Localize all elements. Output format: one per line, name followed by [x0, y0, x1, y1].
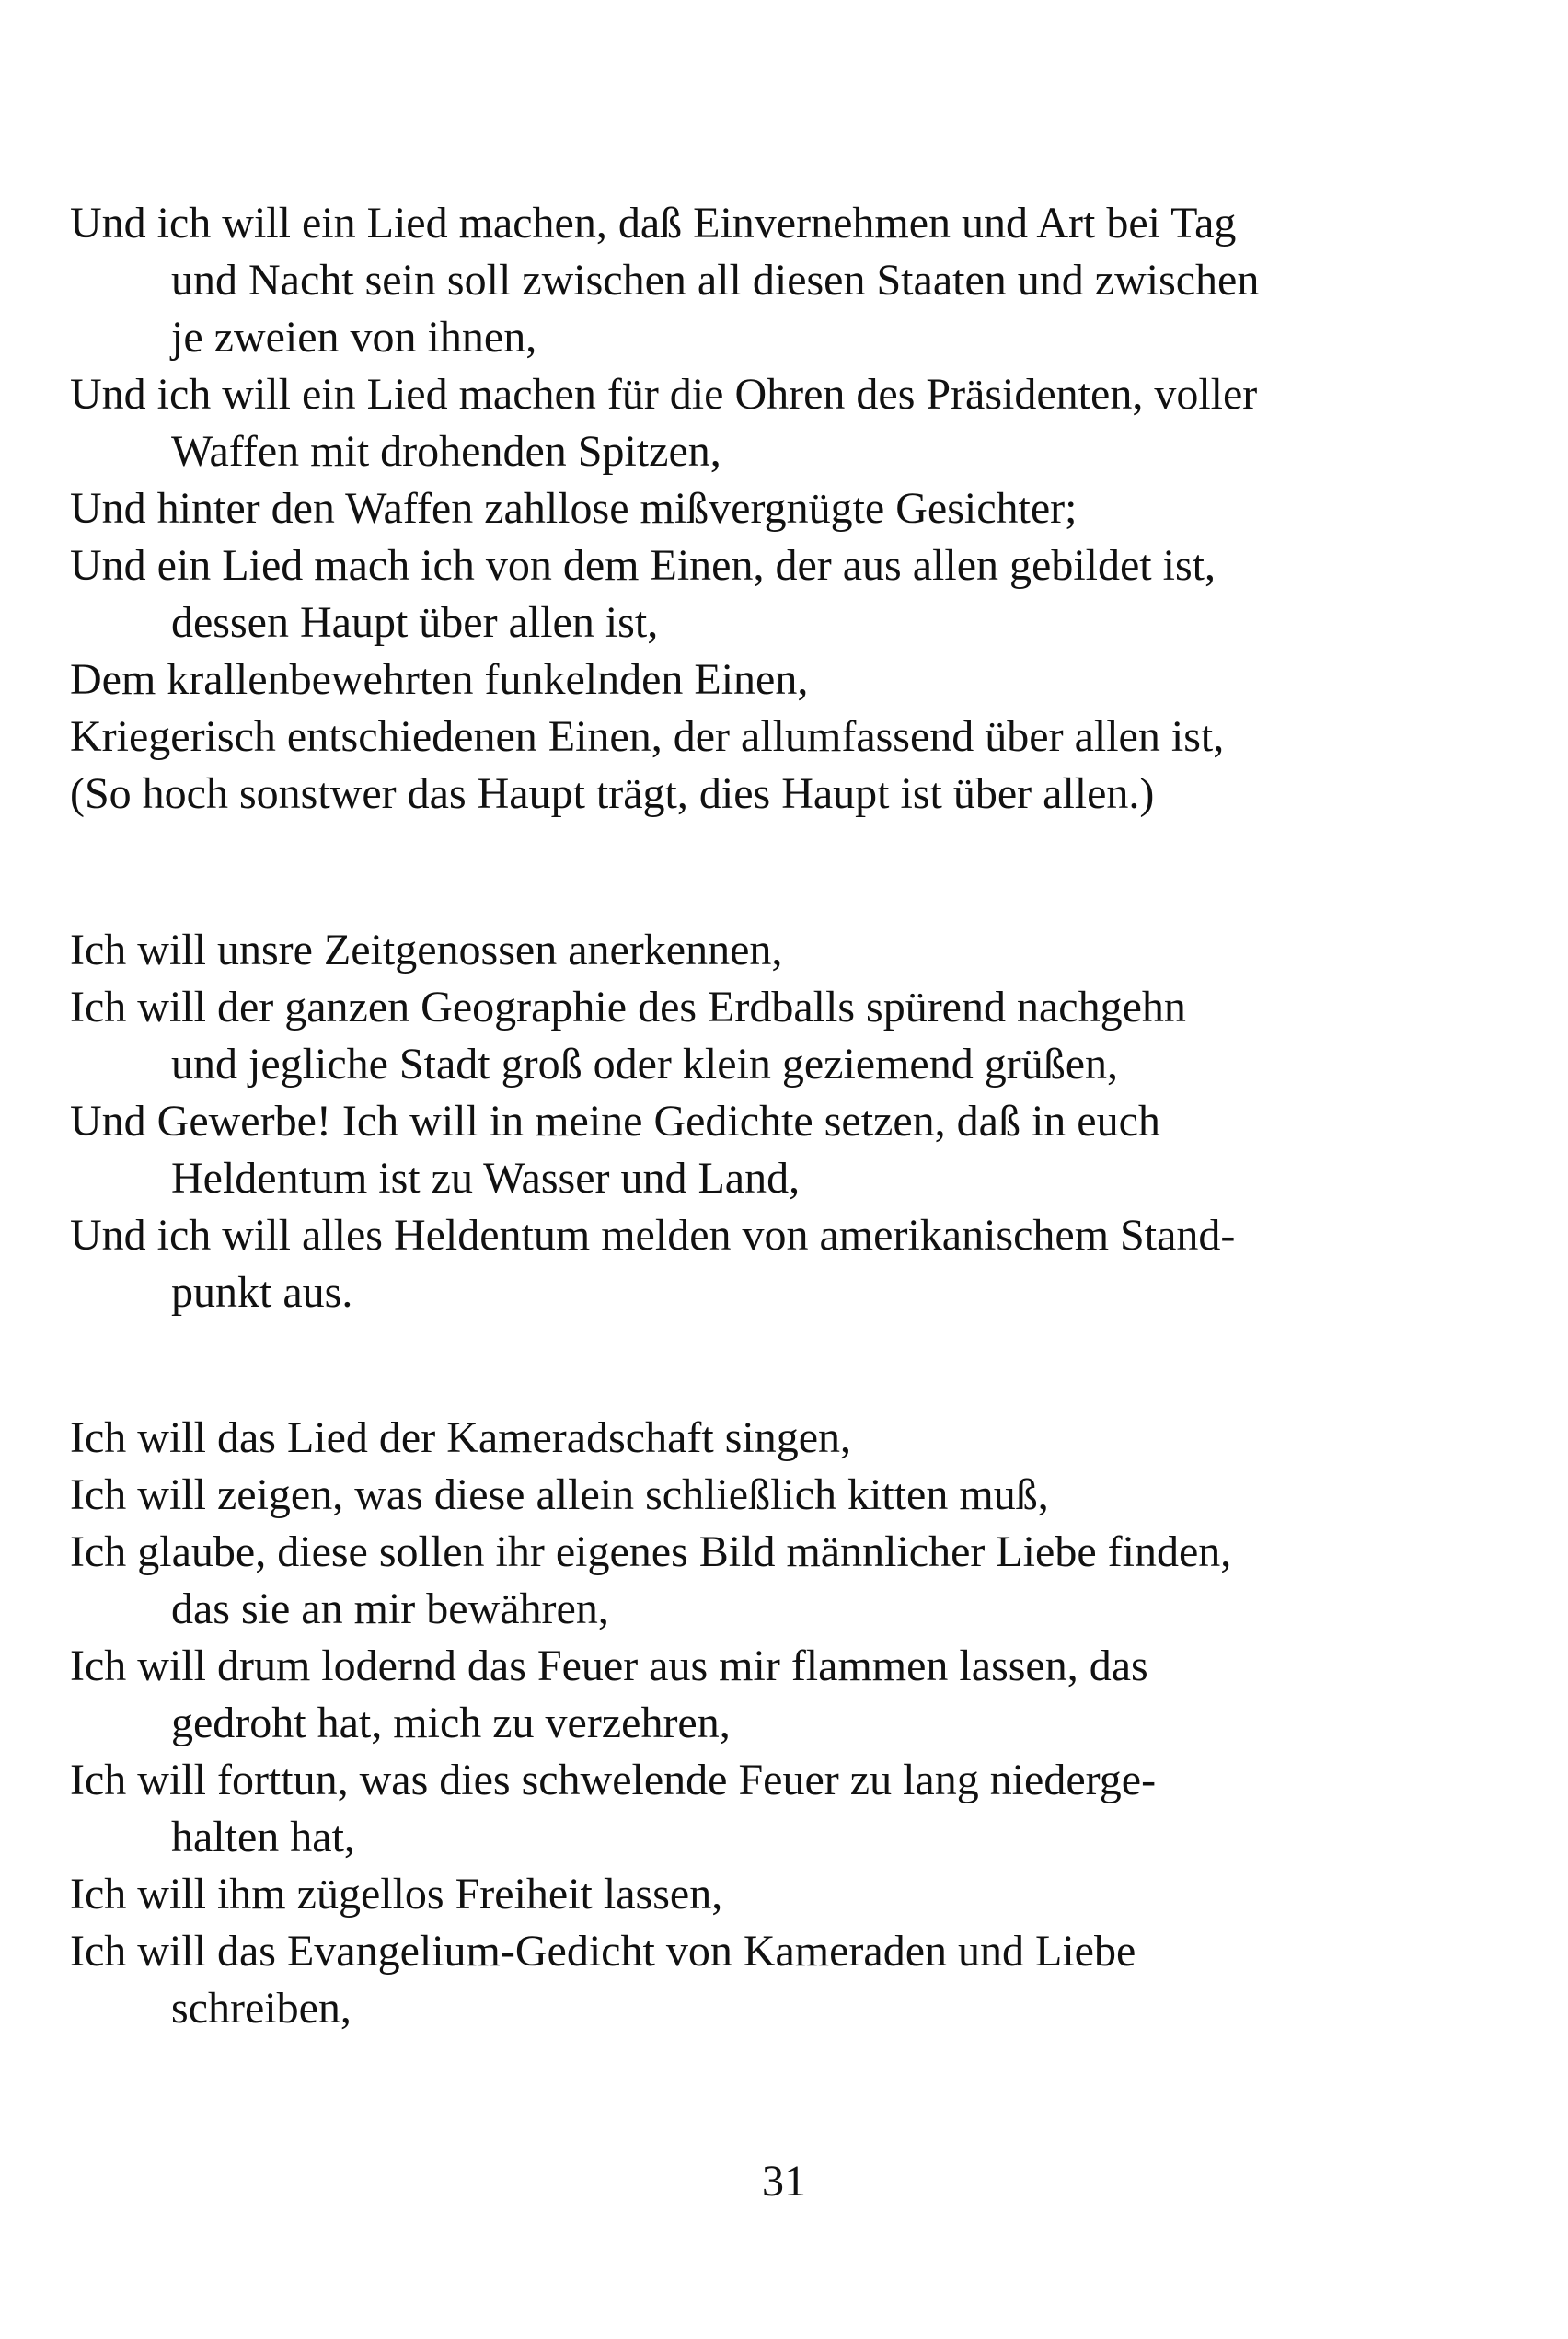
verse-line: je zweien von ihnen, [171, 313, 537, 362]
verse-line: Dem krallenbewehrten funkelnden Einen, [70, 655, 809, 704]
verse-line: Ich glaube, diese sollen ihr eigenes Bild männlicher Liebe finden, [70, 1527, 1232, 1576]
verse-line: Waffen mit drohenden Spitzen, [171, 427, 721, 476]
verse-line: (So hoch sonstwer das Haupt trägt, dies Haupt ist über allen.) [70, 769, 1155, 818]
verse-line: und jegliche Stadt groß oder klein geziemend grüßen, [171, 1040, 1119, 1089]
verse-line: Ich will ihm zügellos Freiheit lassen, [70, 1870, 723, 1918]
verse-line: gedroht hat, mich zu verzehren, [171, 1699, 731, 1747]
verse-line: Ich will zeigen, was diese allein schließlich kitten muß, [70, 1470, 1049, 1519]
stanza-2 [70, 922, 1432, 1321]
verse-line: Und ich will ein Lied machen für die Ohren des Präsidenten, voller [70, 370, 1258, 419]
verse-line: das sie an mir bewähren, [171, 1584, 609, 1633]
stanza-3 [70, 1410, 1432, 2037]
page-number: 31 [762, 2157, 806, 2206]
verse-line: Kriegerisch entschiedenen Einen, der allumfassend über allen ist, [70, 712, 1225, 761]
verse-line: Ich will das Lied der Kameradschaft singen, [70, 1413, 852, 1462]
verse-line: und Nacht sein soll zwischen all diesen Staaten und zwischen [171, 256, 1260, 305]
verse-line: Heldentum ist zu Wasser und Land, [171, 1154, 801, 1203]
verse-line: Ich will unsre Zeitgenossen anerkennen, [70, 926, 783, 974]
verse-line: Ich will der ganzen Geographie des Erdballs spürend nachgehn [70, 983, 1186, 1031]
verse-line: Und hinter den Waffen zahllose mißvergnügte Gesichter; [70, 484, 1078, 533]
verse-line: schreiben, [171, 1984, 352, 2033]
verse-line: halten hat, [171, 1813, 355, 1861]
verse-line: Und Gewerbe! Ich will in meine Gedichte setzen, daß in euch [70, 1097, 1160, 1146]
verse-line: Ich will forttun, was dies schwelende Feuer zu lang niederge- [70, 1756, 1157, 1804]
verse-line: Und ich will alles Heldentum melden von amerikanischem Stand- [70, 1211, 1236, 1260]
verse-line: Und ich will ein Lied machen, daß Einvernehmen und Art bei Tag [70, 199, 1237, 248]
verse-line: Und ein Lied mach ich von dem Einen, der aus allen gebildet ist, [70, 541, 1216, 590]
verse-line: punkt aus. [171, 1268, 353, 1317]
verse-line: Ich will das Evangelium-Gedicht von Kameraden und Liebe [70, 1927, 1136, 1976]
verse-line: dessen Haupt über allen ist, [171, 598, 659, 647]
stanza-1 [70, 195, 1432, 823]
verse-line: Ich will drum lodernd das Feuer aus mir flammen lassen, das [70, 1642, 1148, 1690]
